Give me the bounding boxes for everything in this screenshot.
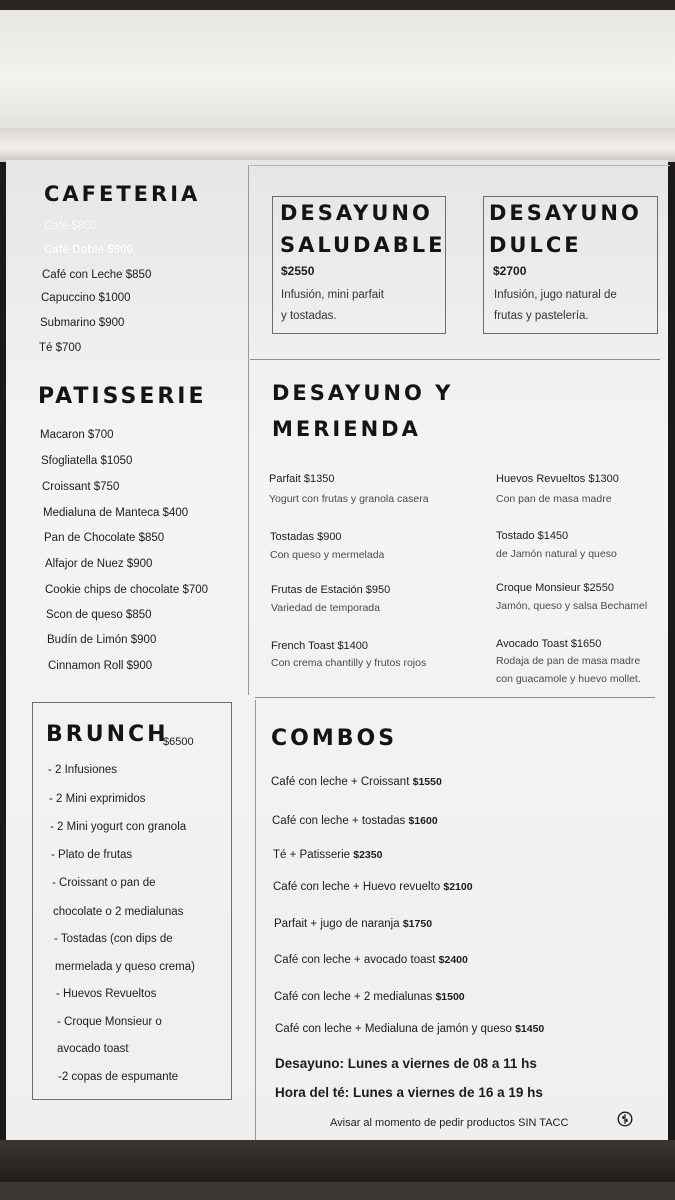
patisserie-item: Pan de Chocolate $850 <box>44 532 165 544</box>
cafeteria-item: Café Doble $900 <box>44 244 133 256</box>
combo-price: $1500 <box>435 991 465 1003</box>
no-gluten-icon <box>617 1111 633 1127</box>
cafeteria-item: Submarino $900 <box>40 317 125 329</box>
brunch-item: -2 copas de espumante <box>58 1071 179 1083</box>
combo-item <box>274 991 465 1003</box>
merienda-item-name: Huevos Revueltos $1300 <box>496 473 619 485</box>
brunch-item: - 2 Mini exprimidos <box>49 793 146 805</box>
combo-item <box>274 954 468 966</box>
merienda-item-desc: Con crema chantilly y frutos rojos <box>271 657 427 669</box>
combo-price: $1550 <box>412 776 442 788</box>
merienda-item-name: Tostado $1450 <box>496 530 569 542</box>
merienda-item-desc: Variedad de temporada <box>271 602 380 614</box>
desayuno-dulce-title: DESAYUNO <box>489 201 642 225</box>
merienda-item-name: French Toast $1400 <box>271 640 369 652</box>
combos-title: COMBOS <box>271 726 398 751</box>
brunch-price: $6500 <box>163 736 194 748</box>
brunch-item: - Plato de frutas <box>51 849 133 861</box>
patisserie-item: Cinnamon Roll $900 <box>48 660 153 672</box>
patisserie-item: Alfajor de Nuez $900 <box>45 558 153 570</box>
cafeteria-item: Capuccino $1000 <box>41 292 131 304</box>
desayuno-dulce-title: DULCE <box>489 233 582 257</box>
desayuno-saludable-desc: Infusión, mini parfait <box>281 289 384 301</box>
bottom-strip <box>0 1182 675 1200</box>
combo-name: Café con leche + 2 medialunas <box>274 991 433 1003</box>
page-top-edge <box>250 165 670 166</box>
cafeteria-item: Café con Leche $850 <box>42 269 152 281</box>
patisserie-item: Medialuna de Manteca $400 <box>43 507 189 519</box>
brunch-item: - Croissant o pan de <box>52 877 156 889</box>
combo-price: $1750 <box>402 918 433 930</box>
patisserie-item: Budín de Limón $900 <box>47 634 157 646</box>
merienda-item-desc: Con queso y mermelada <box>270 549 385 561</box>
hours-te: Hora del té: Lunes a viernes de 16 a 19 hs <box>275 1085 543 1100</box>
desayuno-merienda-title: DESAYUNO Y <box>272 381 454 405</box>
combo-name: Café con leche + Medialuna de jamón y queso <box>275 1023 512 1035</box>
desayuno-merienda-title: MERIENDA <box>272 417 421 441</box>
cafeteria-title: CAFETERIA <box>44 182 201 206</box>
merienda-item-desc: Jamón, queso y salsa Bechamel <box>496 600 648 612</box>
patisserie-item: Sfogliatella $1050 <box>41 455 133 467</box>
brunch-item: avocado toast <box>57 1043 129 1055</box>
patisserie-item: Croissant $750 <box>42 481 120 493</box>
combo-item <box>274 918 432 930</box>
combo-name: Café con leche + Huevo revuelto <box>273 881 441 893</box>
combo-item <box>275 1023 544 1035</box>
combo-item <box>271 776 442 788</box>
merienda-item-desc: Rodaja de pan de masa madre <box>496 655 641 667</box>
desayuno-saludable-price: $2550 <box>281 264 315 278</box>
merienda-item-desc: con guacamole y huevo mollet. <box>496 673 641 685</box>
combo-name: Café con leche + tostadas <box>272 815 406 827</box>
brunch-item: - Croque Monsieur o <box>57 1016 162 1028</box>
sin-tacc-notice: Avisar al momento de pedir productos SIN TACC <box>330 1117 569 1129</box>
brunch-box <box>32 702 232 1100</box>
patisserie-title: PATISSERIE <box>38 384 207 409</box>
merienda-item-name: Parfait $1350 <box>269 473 335 485</box>
cafeteria-item: Té $700 <box>39 342 82 354</box>
merienda-item-name: Croque Monsieur $2550 <box>496 582 615 594</box>
brunch-item: mermelada y queso crema) <box>55 961 195 973</box>
desayuno-dulce-desc: frutas y pastelería. <box>494 310 589 322</box>
combo-price: $1450 <box>515 1023 545 1035</box>
desayuno-saludable-title: DESAYUNO <box>280 201 433 225</box>
combo-item <box>272 815 438 827</box>
combo-price: $1600 <box>408 815 438 827</box>
merienda-item-name: Avocado Toast $1650 <box>496 638 602 650</box>
combo-name: Café con leche + avocado toast <box>274 954 436 966</box>
brunch-item: - 2 Infusiones <box>48 764 118 776</box>
brunch-item: - Tostadas (con dips de <box>54 933 173 945</box>
hours-desayuno: Desayuno: Lunes a viernes de 08 a 11 hs <box>275 1056 537 1071</box>
section-divider-bottom <box>255 697 655 698</box>
cafeteria-item: Café $800 <box>44 220 98 232</box>
section-divider-top <box>250 359 660 360</box>
combo-price: $2350 <box>353 849 383 861</box>
merienda-item-desc: Yogurt con frutas y granola casera <box>269 493 429 505</box>
combo-item <box>273 849 382 861</box>
merienda-item-name: Tostadas $900 <box>270 531 342 543</box>
patisserie-item: Macaron $700 <box>40 429 114 441</box>
desayuno-dulce-price: $2700 <box>493 264 527 278</box>
column-divider-lower <box>255 700 256 1140</box>
combo-item <box>273 881 473 893</box>
desayuno-dulce-desc: Infusión, jugo natural de <box>494 289 617 301</box>
brunch-title: BRUNCH <box>46 722 169 747</box>
combo-price: $2400 <box>438 954 468 966</box>
desayuno-saludable-desc: y tostadas. <box>281 310 337 322</box>
desayuno-saludable-title: SALUDABLE <box>280 233 446 257</box>
patisserie-item: Scon de queso $850 <box>46 609 152 621</box>
column-divider-upper <box>248 165 249 695</box>
combo-name: Té + Patisserie <box>273 849 351 861</box>
brunch-item: - Huevos Revueltos <box>56 988 157 1000</box>
combo-price: $2100 <box>443 881 473 893</box>
merienda-item-desc: Con pan de masa madre <box>496 493 612 505</box>
brunch-item: - 2 Mini yogurt con granola <box>50 821 187 833</box>
combo-name: Café con leche + Croissant <box>271 776 410 788</box>
patisserie-item: Cookie chips de chocolate $700 <box>45 584 209 596</box>
merienda-item-desc: de Jamón natural y queso <box>496 548 617 560</box>
brunch-item: chocolate o 2 medialunas <box>53 906 184 918</box>
paper-fold <box>0 128 675 162</box>
merienda-item-name: Frutas de Estación $950 <box>271 584 391 596</box>
combo-name: Parfait + jugo de naranja <box>274 918 400 930</box>
